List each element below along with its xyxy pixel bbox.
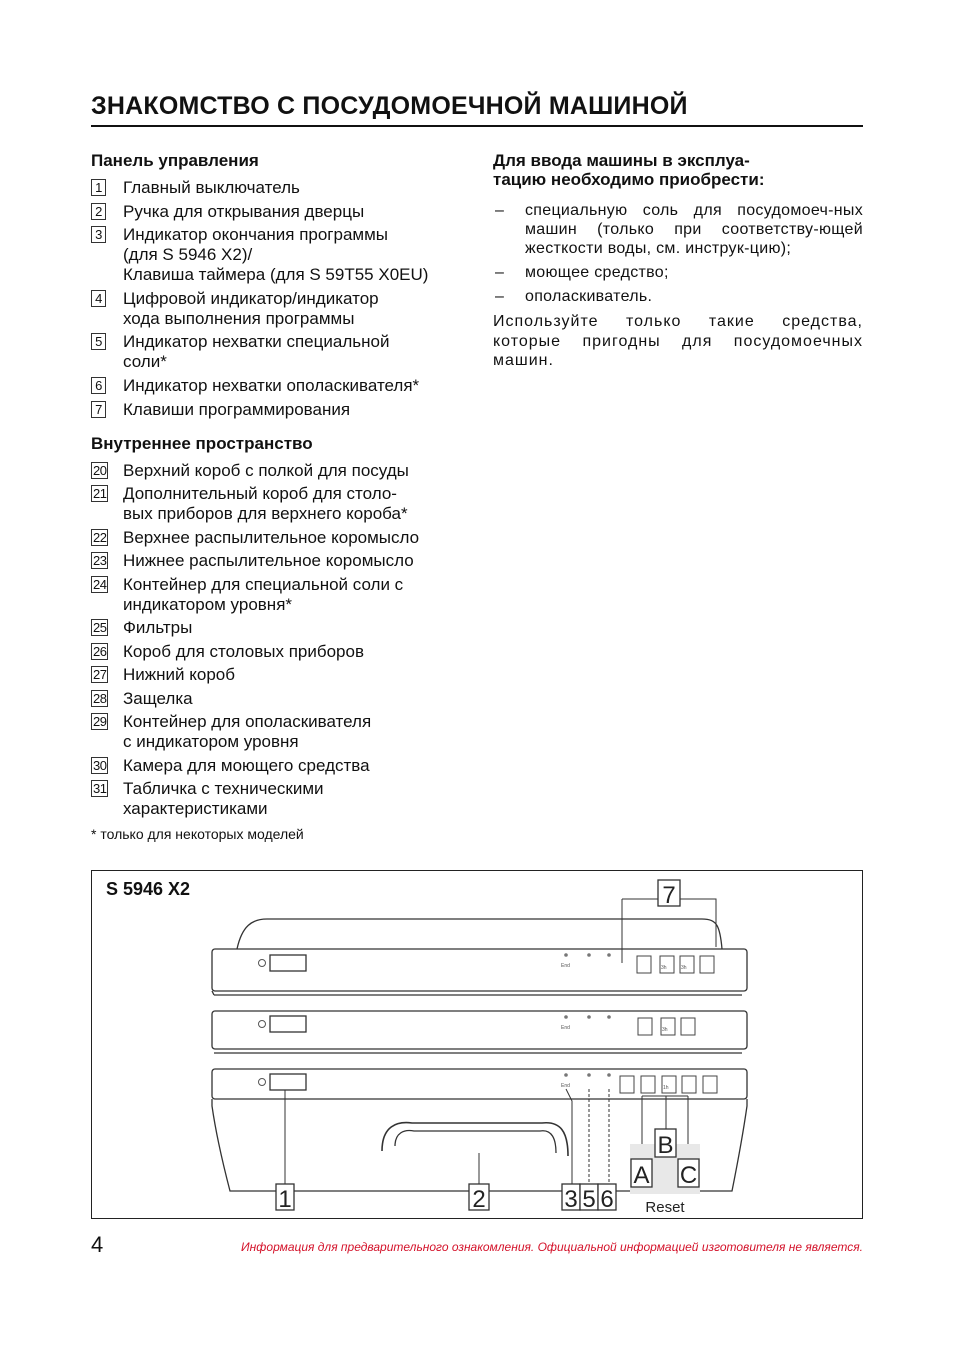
item-number-badge: 29 <box>93 714 107 730</box>
item-number-badge: 26 <box>93 643 107 659</box>
item-text-line: Верхнее распылительное коромысло <box>123 527 420 547</box>
door-handle <box>382 1123 568 1156</box>
item-number-badge: 2 <box>91 203 106 220</box>
control-panel-heading: Панель управления <box>91 151 259 170</box>
panel-3-display <box>270 1074 306 1090</box>
item-number-badge: 28 <box>93 690 107 706</box>
list-item <box>91 289 471 329</box>
item-text-line: Клавиша таймера (для S 59T55 X0EU) <box>123 265 429 285</box>
item-text-line: Табличка с техническими <box>123 779 324 799</box>
list-item <box>91 178 471 198</box>
dash-mark: – <box>495 202 505 219</box>
purchase-item <box>493 263 863 282</box>
footnote: * только для некоторых моделей <box>91 826 304 843</box>
purchase-item <box>493 287 863 306</box>
item-text-line: Ручка для открывания дверцы <box>123 201 365 221</box>
list-item <box>91 528 471 548</box>
page-number: 4 <box>91 1232 104 1257</box>
item-text-line: соли* <box>123 352 167 372</box>
item-number-badge: 24 <box>93 576 107 592</box>
callout-6: 6 <box>600 1186 614 1213</box>
list-item <box>91 332 471 372</box>
callout-a: A <box>633 1162 650 1189</box>
list-item <box>91 400 471 420</box>
item-text-line: Индикатор нехватки ополаскивателя* <box>123 375 420 395</box>
dash-mark: – <box>495 264 505 281</box>
purchase-heading-line: тацию необходимо приобрести: <box>493 170 765 189</box>
purchase-item <box>493 201 863 258</box>
callout-b: B <box>657 1132 674 1159</box>
page-title: ЗНАКОМСТВО С ПОСУДОМОЕЧНОЙ МАШИНОЙ <box>91 92 863 127</box>
item-number-badge: 7 <box>91 401 106 418</box>
item-text-line: Короб для столовых приборов <box>123 641 364 661</box>
right-column <box>493 151 863 371</box>
callout-c: C <box>679 1162 698 1189</box>
callout-7: 7 <box>662 882 676 909</box>
item-number-badge: 30 <box>93 757 107 773</box>
item-number-badge: 4 <box>91 290 106 307</box>
panel-1-display <box>270 955 306 971</box>
item-text-line: характеристиками <box>123 799 268 819</box>
end-label: End <box>561 963 570 969</box>
item-text-line: Верхний короб с полкой для посуды <box>123 460 409 480</box>
button-label: 1h <box>663 1085 669 1091</box>
item-number-badge: 21 <box>93 486 107 502</box>
list-item <box>91 575 471 615</box>
purchase-item-text: специальную соль для посудомоеч-ных машин (только при соответству-ющей жесткости воды, см. инструк-цию); <box>525 202 863 257</box>
item-text-line: Клавиши программирования <box>123 399 351 419</box>
interior-list <box>91 461 471 820</box>
panel-1-top-lid <box>237 919 722 949</box>
list-item <box>91 225 471 285</box>
list-item <box>91 756 471 776</box>
item-text-line: Индикатор нехватки специальной <box>123 332 390 352</box>
left-column <box>91 151 471 843</box>
item-text-line: вых приборов для верхнего короба* <box>123 504 408 524</box>
purchase-note: Используйте только такие средства, которые пригодны для посудомоечных машин. <box>493 313 863 369</box>
control-panel-list <box>91 178 471 420</box>
item-number-badge: 6 <box>91 377 106 394</box>
item-text-line: Цифровой индикатор/индикатор <box>123 288 379 308</box>
end-label: End <box>561 1083 570 1089</box>
item-number-badge: 25 <box>93 620 107 636</box>
item-number-badge: 31 <box>93 781 107 797</box>
list-item <box>91 618 471 638</box>
figure-model-label: S 5946 X2 <box>106 879 191 899</box>
purchase-item-text: моющее средство; <box>525 264 669 281</box>
item-text-line: Дополнительный короб для столо- <box>123 484 397 504</box>
disclaimer: Информация для предварительного ознакомления. Официальной информацией изготовителя не является. <box>241 1240 863 1254</box>
item-text-line: Камера для моющего средства <box>123 755 370 775</box>
item-number-badge: 22 <box>93 529 107 545</box>
callout-5: 5 <box>582 1186 596 1213</box>
callout-1: 1 <box>278 1186 292 1213</box>
button-label: 3h <box>662 1027 668 1033</box>
item-text-line: индикатором уровня* <box>123 594 293 614</box>
item-number-badge: 27 <box>93 667 107 683</box>
purchase-item-text: ополаскиватель. <box>525 288 653 305</box>
reset-label: Reset <box>645 1199 685 1216</box>
list-item <box>91 642 471 662</box>
item-text-line: (для S 5946 X2)/ <box>123 245 253 265</box>
dishwasher-panel-diagram <box>92 871 864 1220</box>
item-text-line: Главный выключатель <box>123 178 300 197</box>
purchase-list <box>493 201 863 306</box>
dash-mark: – <box>495 288 505 305</box>
end-label: End <box>561 1025 570 1031</box>
list-item <box>91 461 471 481</box>
item-text-line: Нижний короб <box>123 665 235 685</box>
panel-2-display <box>270 1016 306 1032</box>
list-item <box>91 665 471 685</box>
item-number-badge: 3 <box>91 226 106 243</box>
item-text-line: Контейнер для специальной соли с <box>123 574 404 594</box>
list-item <box>91 202 471 222</box>
item-number-badge: 20 <box>93 462 107 478</box>
item-text-line: хода выполнения программы <box>123 308 355 328</box>
purchase-heading <box>493 151 863 189</box>
list-item <box>91 484 471 524</box>
interior-heading: Внутреннее пространство <box>91 433 313 453</box>
item-number-badge: 5 <box>91 333 106 350</box>
list-item <box>91 376 471 396</box>
item-number-badge: 23 <box>93 553 107 569</box>
item-text-line: с индикатором уровня <box>123 732 299 752</box>
callout-3: 3 <box>564 1186 578 1213</box>
item-text-line: Защелка <box>123 688 193 708</box>
item-text-line: Фильтры <box>123 618 193 638</box>
control-panel-figure <box>91 870 863 1219</box>
button-label: 3h <box>661 965 667 971</box>
list-item <box>91 712 471 752</box>
item-number-badge: 1 <box>91 179 106 196</box>
list-item <box>91 779 471 819</box>
purchase-heading-line: Для ввода машины в эксплуа- <box>493 151 750 170</box>
list-item <box>91 551 471 571</box>
item-text-line: Контейнер для ополаскивателя <box>123 712 372 732</box>
item-text-line: Индикатор окончания программы <box>123 225 389 245</box>
item-text-line: Нижнее распылительное коромысло <box>123 551 414 571</box>
list-item <box>91 689 471 709</box>
callout-2: 2 <box>472 1186 486 1213</box>
button-label: 3h <box>681 965 687 971</box>
